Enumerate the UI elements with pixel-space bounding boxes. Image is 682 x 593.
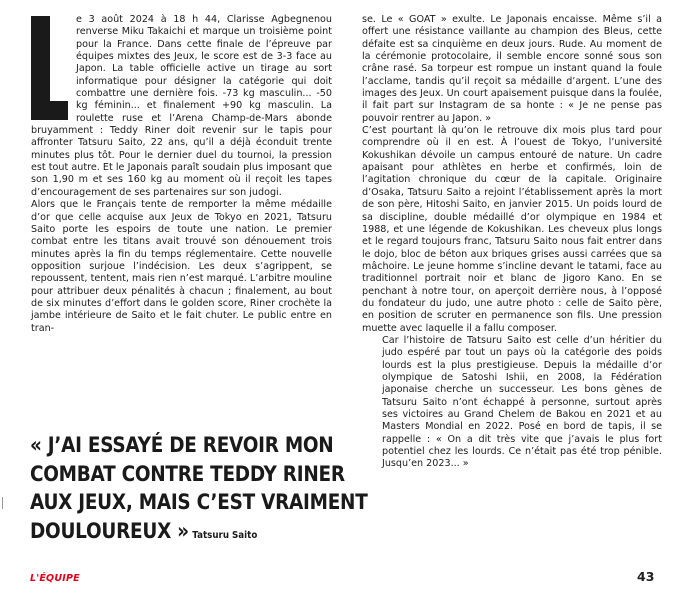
paragraph-5: Car l’histoire de Tatsuru Saito est celle d’un héritier du judo espéré par tout un pays où la catégorie des poids lourds est la plus prestigieuse. Depuis la médaille d’or olympique de Satoshi Ishii, en 2008, la Fédération japonaise cherche un successeur. Les bons gènes de Tatsuru Saito n’ont échappé à personne, surtout après ses victoires au Grand Chelem de Bakou en 2021 et au Masters Mondial en 2022. Posé en bord de tapis, il se rappelle : « On a dit très vite que j’avais le plus fort potentiel chez les lourds. Ce n’était pas été trop pénible. Jusqu’en 2023... » [382, 334, 662, 470]
article-right-column [362, 14, 662, 471]
pull-quote-author: Tatsuru Saito [192, 529, 258, 541]
pull-quote-line: AUX JEUX, MAIS C’EST VRAIMENT [30, 489, 368, 514]
article-left-column [31, 14, 332, 335]
paragraph-3: se. Le « GOAT » exulte. Le Japonais encaisse. Même s’il a offert une résistance vaillante au champion des Bleus, cette défaite est sa cinquième en deux jours. Rude. Au moment de la cérémonie protocolaire, il semble encore sonné sous son crâne rasé. Sa torpeur est rompue un instant quand la foule l’acclame, tandis qu’il reçoit sa médaille d’argent. L’une des images des Jeux. Un court apaisement puisque dans la foulée, il fait part sur Instagram de sa honte : « Je ne pense pas pouvoir rentrer au Japon. » [362, 14, 662, 124]
page-number: 43 [637, 569, 655, 584]
pull-quote-line: DOULOUREUX » [30, 517, 189, 543]
paragraph-2: Alors que le Français tente de remporter la même médaille d’or que celle acquise aux Jeux de Tokyo en 2021, Tatsuru Saito porte les espoirs de toute une nation. Le premier combat entre les titans avait trouvé son dénouement trois minutes après la fin du temps réglementaire. Cette nouvelle opposition surjoue l’indécision. Les deux s’agrippent, se repoussent, tentent, mais rien n’est marqué. L’arbitre mouline pour attribuer deux pénalités à chacun ; finalement, au bout de six minutes d’effort dans le golden score, Riner crochète la jambe intérieure de Saito et le fait chuter. Le public entre en tran- [31, 199, 332, 334]
pull-quote-line-last [30, 517, 317, 551]
edge-mark [2, 497, 3, 509]
paragraph-1: e 3 août 2024 à 18 h 44, Clarisse Agbegnenou renverse Miku Takaichi et marque un troisième point pour la France. Dans cette finale de l’épreuve par équipes mixtes des Jeux, le score est de 3-3 face au Japon. La table officielle active un tirage au sort informatique pour désigner la catégorie qui doit combattre une dernière fois. -73 kg masculin... -50 kg féminin... et finalement +90 kg masculin. La roulette ruse et l’Arena Champ-de-Mars abonde bruyamment : Teddy Riner doit revenir sur le tapis pour affronter Tatsuru Saito, 22 ans, qu’il a déjà éconduit trente minutes plus tôt. Pour le dernier duel du tournoi, la pression est tout autre. Et le Japonais paraît soudain plus imposant que son 1,90 m et ses 160 kg au moment où il reçoit les tapes d’encouragement de ses partenaires sur son judogi. [31, 14, 332, 198]
lequipe-logo: L'ÉQUIPE [30, 573, 80, 584]
pull-quote-line: « J’AI ESSAYÉ DE REVOIR MON [30, 432, 334, 457]
paragraph-4: C’est pourtant là qu’on le retrouve dix mois plus tard pour comprendre où il en est. À l’ouest de Tokyo, l’université Kokushikan dévoile un campus entouré de nature. Un cadre apaisant pour athlètes en herbe et confirmés, loin de l’agitation chronique du cœur de la capitale. Originaire d’Osaka, Tatsuru Saito a rejoint l’établissement après la mort de son père, Hitoshi Saito, en janvier 2015. Un poids lourd de sa discipline, double médaillé d’or olympique en 1984 et 1988, et une légende de Kokushikan. Les cheveux plus longs et le regard toujours franc, Tatsuru Saito nous fait entrer dans le dojo, bloc de béton aux briques grises aussi carrées que sa mâchoire. Le jeune homme s’incline devant le tatami, face au traditionnel portrait noir et blanc de Jigoro Kano. En se penchant à notre tour, on aperçoit derrière nous, à l’opposé du fondateur du judo, une autre photo : celle de Saito père, en position de scruter en permanence son fils. Une pression muette avec laquelle il a fallu composer. [362, 125, 662, 334]
pull-quote-line: COMBAT CONTRE TEDDY RINER [30, 460, 345, 486]
pull-quote [30, 431, 368, 550]
drop-cap-letter [31, 16, 68, 120]
